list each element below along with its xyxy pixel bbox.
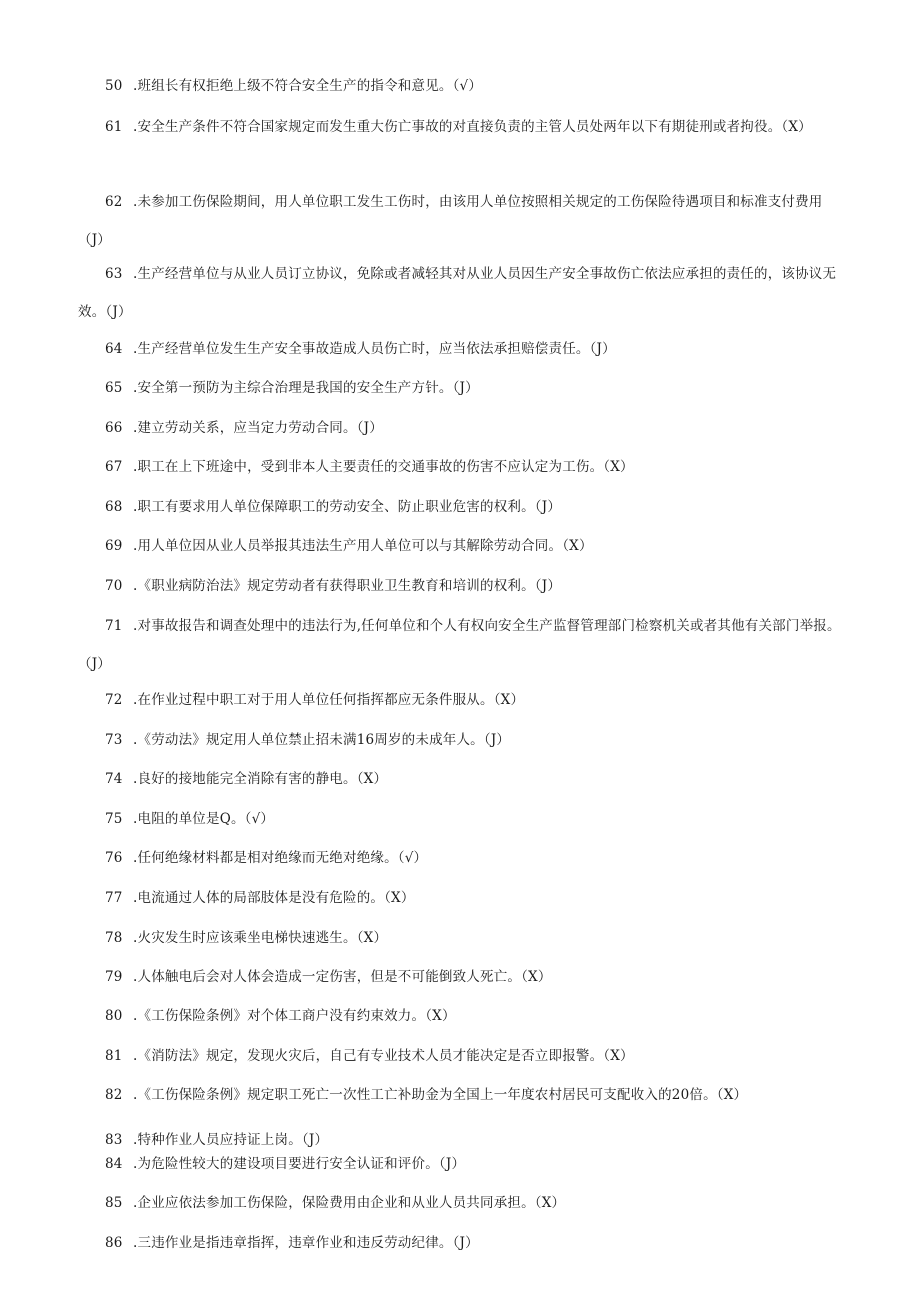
question-number: 79 [105, 969, 123, 985]
question-text: .用人单位因从业人员举报其违法生产用人单位可以与其解除劳动合同。（X） [133, 538, 593, 554]
question-81 [78, 1046, 848, 1066]
question-text: .班组长有权拒绝上级不符合安全生产的指令和意见。（√） [133, 78, 483, 94]
question-text: .良好的接地能完全消除有害的静电。（X） [133, 771, 388, 787]
question-number: 66 [105, 420, 123, 436]
question-number: 86 [105, 1235, 123, 1251]
question-number: 85 [105, 1195, 123, 1211]
question-text: .《劳动法》规定用人单位禁止招未满16周岁的未成年人。（J） [133, 732, 511, 748]
question-number: 63 [105, 266, 123, 282]
question-number: 69 [105, 538, 123, 554]
question-text: .电阻的单位是Q。（√） [133, 811, 275, 827]
question-80 [78, 1006, 848, 1026]
question-text: .职工有要求用人单位保障职工的劳动安全、防止职业危害的权利。（J） [133, 499, 562, 515]
question-number: 74 [105, 771, 123, 787]
question-number: 71 [105, 618, 123, 634]
question-79 [78, 967, 848, 987]
question-text: .任何绝缘材料都是相对绝缘而无绝对绝缘。（√） [133, 850, 428, 866]
question-number: 84 [105, 1156, 123, 1172]
question-66 [78, 418, 848, 438]
question-76 [78, 848, 848, 868]
question-number: 72 [105, 692, 123, 708]
question-67 [78, 457, 848, 477]
question-number: 67 [105, 459, 123, 475]
question-number: 65 [105, 380, 123, 396]
question-text: .安全生产条件不符合国家规定而发生重大伤亡事故的对直接负责的主管人员处两年以下有期徒刑或者拘役。（X） [133, 119, 812, 135]
question-number: 80 [105, 1008, 123, 1024]
question-74 [78, 769, 848, 789]
question-number: 77 [105, 890, 123, 906]
question-71 [78, 607, 848, 683]
question-50 [78, 76, 848, 96]
question-number: 82 [105, 1087, 123, 1103]
question-text: .《职业病防治法》规定劳动者有获得职业卫生教育和培训的权利。（J） [133, 578, 562, 594]
question-text: .人体触电后会对人体会造成一定伤害，但是不可能倒致人死亡。（X） [133, 969, 552, 985]
question-63 [78, 255, 848, 331]
question-text: .建立劳动关系，应当定力劳动合同。（J） [133, 420, 383, 436]
question-text: .在作业过程中职工对于用人单位任何指挥都应无条件服从。（X） [133, 692, 525, 708]
question-64 [78, 339, 848, 359]
question-84 [78, 1154, 848, 1174]
question-82 [78, 1085, 848, 1105]
question-73 [78, 730, 848, 750]
question-text: .《工伤保险条例》规定职工死亡一次性工亡补助金为全国上一年度农村居民可支配收入的20倍。（X） [133, 1087, 748, 1103]
question-number: 81 [105, 1048, 123, 1064]
question-62 [78, 183, 848, 259]
question-61 [78, 108, 848, 146]
question-78 [78, 928, 848, 948]
question-number: 75 [105, 811, 123, 827]
question-69 [78, 536, 848, 556]
question-number: 50 [105, 78, 123, 94]
question-number: 62 [105, 194, 123, 210]
question-83 [78, 1130, 848, 1150]
question-text: .《消防法》规定，发现火灾后，自己有专业技术人员才能决定是否立即报警。（X） [133, 1048, 634, 1064]
question-65 [78, 378, 848, 398]
question-text: .职工在上下班途中，受到非本人主要责任的交通事故的伤害不应认定为工伤。（X） [133, 459, 634, 475]
question-text: .电流通过人体的局部肢体是没有危险的。（X） [133, 890, 415, 906]
question-number: 68 [105, 499, 123, 515]
question-72 [78, 690, 848, 710]
question-text: .《工伤保险条例》对个体工商户没有约束效力。（X） [133, 1008, 456, 1024]
question-text: .企业应依法参加工伤保险，保险费用由企业和从业人员共同承担。（X） [133, 1195, 566, 1211]
question-number: 83 [105, 1132, 123, 1148]
question-77 [78, 888, 848, 908]
question-text: .火灾发生时应该乘坐电梯快速逃生。（X） [133, 930, 388, 946]
question-number: 73 [105, 732, 123, 748]
question-text: .特种作业人员应持证上岗。（J） [133, 1132, 329, 1148]
question-text: .生产经营单位发生生产安全事故造成人员伤亡时，应当依法承担赔偿责任。（J） [133, 341, 616, 357]
question-86 [78, 1233, 848, 1253]
question-text: .安全第一预防为主综合治理是我国的安全生产方针。（J） [133, 380, 479, 396]
question-75 [78, 809, 848, 829]
question-number: 76 [105, 850, 123, 866]
question-68 [78, 497, 848, 517]
question-number: 70 [105, 578, 123, 594]
question-text: .未参加工伤保险期间，用人单位职工发生工伤时，由该用人单位按照相关规定的工伤保险待遇项目和标准支付费用（J） [78, 194, 823, 248]
question-text: .对事故报告和调查处理中的违法行为,任何单位和个人有权向安全生产监督管理部门检察机关或者其他有关部门举报。（J） [78, 618, 841, 672]
question-text: .三违作业是指违章指挥，违章作业和违反劳动纪律。（J） [133, 1235, 479, 1251]
question-number: 78 [105, 930, 123, 946]
question-text: .生产经营单位与从业人员订立协议，免除或者减轻其对从业人员因生产安全事故伤亡依法应承担的责任的，该协议无效。（J） [78, 266, 837, 320]
question-85 [78, 1193, 848, 1213]
question-number: 61 [105, 119, 123, 135]
question-number: 64 [105, 341, 123, 357]
question-text: .为危险性较大的建设项目要进行安全认证和评价。（J） [133, 1156, 466, 1172]
question-70 [78, 576, 848, 596]
